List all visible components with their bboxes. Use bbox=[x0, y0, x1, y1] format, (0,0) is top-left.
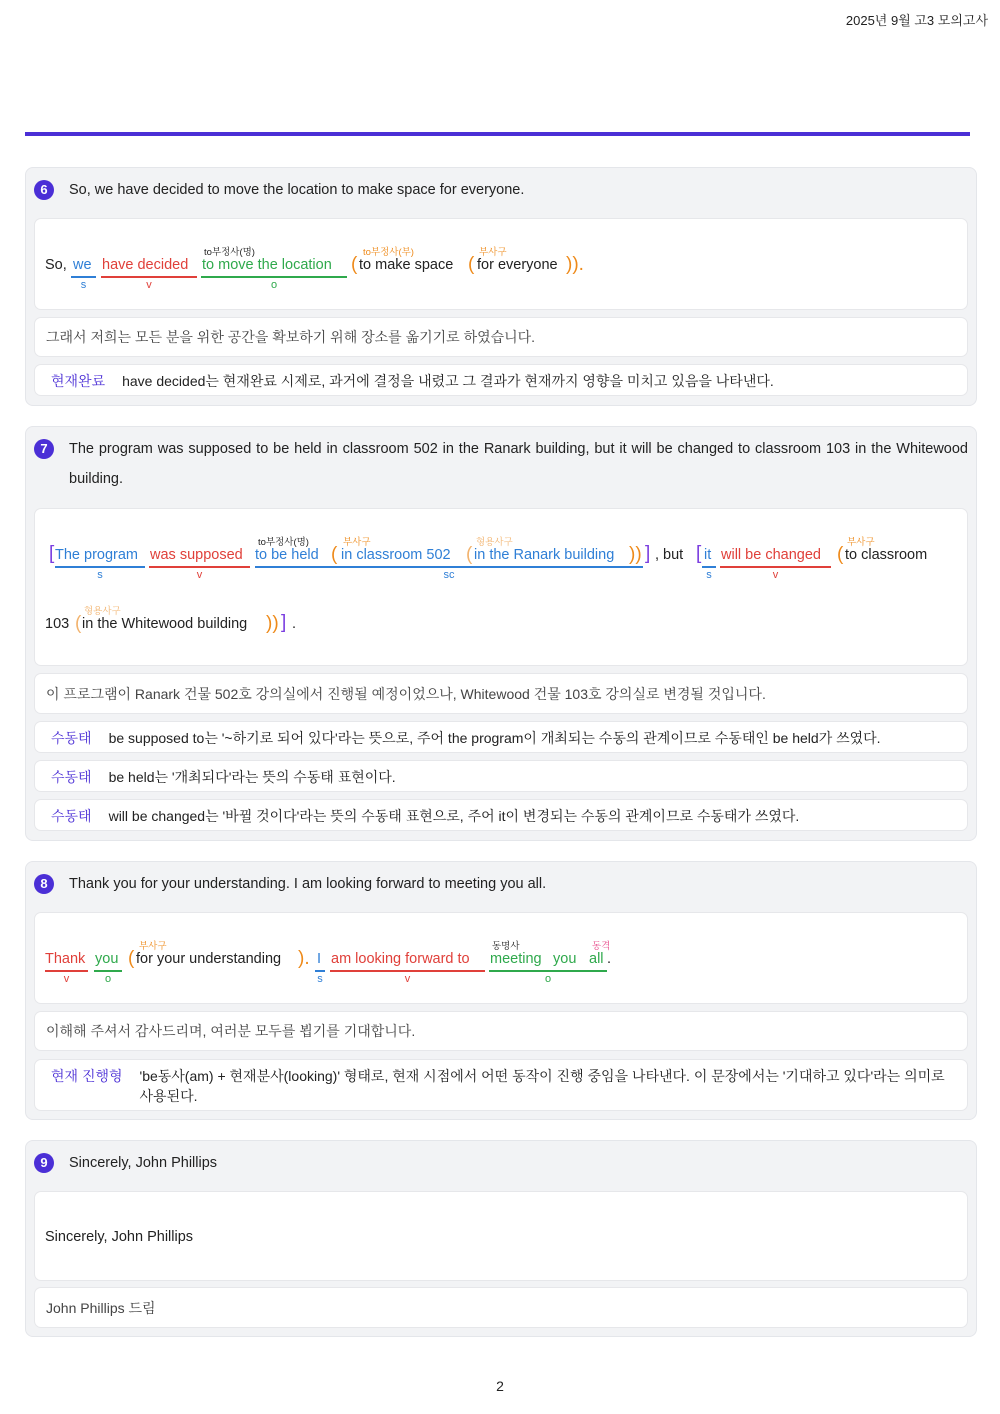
underline-s bbox=[55, 566, 145, 568]
token-in-ranark: in the Ranark building bbox=[474, 547, 615, 563]
paren-close: ). bbox=[298, 948, 310, 969]
note-tag: 수동태 bbox=[51, 808, 92, 824]
translation-text: 이 프로그램이 Ranark 건물 502호 강의실에서 진행될 예정이었으나, Whitewood 건물 103호 강의실로 변경될 것입니다. bbox=[46, 685, 766, 702]
token-have-decided: have decided bbox=[102, 257, 189, 273]
underline-v bbox=[330, 970, 485, 972]
paren-open: ( bbox=[128, 948, 135, 969]
underline-s bbox=[315, 970, 325, 972]
sup-in-ranark: 형용사구 bbox=[476, 537, 513, 548]
token-all: all bbox=[589, 951, 604, 967]
label-s: s bbox=[317, 973, 323, 985]
question-number: 9 bbox=[34, 1153, 54, 1173]
bracket-close: ] bbox=[281, 612, 287, 633]
header-title: 2025년 9월 고3 모의고사 bbox=[845, 13, 988, 28]
token-the-program: The program bbox=[55, 547, 139, 563]
note-text: have decided는 현재완료 시제로, 과거에 결정을 내렸고 그 결과가 현재까지 영향을 미치고 있음을 나타낸다. bbox=[122, 373, 774, 389]
label-o: o bbox=[544, 973, 552, 985]
bracket-open: [ bbox=[49, 543, 55, 564]
question-section-6 bbox=[25, 167, 977, 406]
token-am-looking: am looking forward to bbox=[331, 951, 470, 967]
paren-open: ( bbox=[468, 254, 475, 275]
underline-v bbox=[101, 276, 197, 278]
token-meeting: meeting bbox=[490, 951, 542, 967]
sup-in-classroom: 부사구 bbox=[343, 537, 371, 548]
note-text: will be changed는 '바뀔 것이다'라는 뜻의 수동태 표현으로, 주어 it이 변경되는 수동의 관계이므로 수동태가 쓰였다. bbox=[108, 808, 800, 824]
token-it: it bbox=[704, 547, 712, 563]
note-text: 'be동사(am) + 현재분사(looking)' 형태로, 현재 시점에서 어떤 동작이 진행 중임을 나타낸다. 이 문장에서는 '기대하고 있다'라는 의미로 사용된다. bbox=[139, 1068, 945, 1104]
token-thank: Thank bbox=[45, 951, 86, 967]
sup-for-everyone: 부사구 bbox=[479, 247, 507, 258]
sup-meeting: 동명사 bbox=[492, 941, 520, 952]
grammar-note bbox=[34, 799, 968, 831]
sup-all: 동격 bbox=[592, 941, 611, 952]
question-section-9 bbox=[25, 1140, 977, 1337]
note-tag: 수동태 bbox=[51, 769, 92, 785]
note-tag: 현재 진행형 bbox=[51, 1068, 123, 1084]
token-for-everyone: for everyone bbox=[477, 257, 558, 273]
underline-o bbox=[489, 970, 607, 972]
token-so: So, bbox=[45, 257, 67, 273]
note-text: be supposed to는 '~하기로 되어 있다'라는 뜻으로, 주어 the program이 개최되는 수동의 관계이므로 수동태인 be held가 쓰였다. bbox=[108, 730, 881, 746]
paren-open: ( bbox=[75, 613, 82, 634]
question-header bbox=[34, 874, 968, 899]
sup-to-make: to부정사(부) bbox=[363, 247, 414, 258]
token-you: you bbox=[553, 951, 577, 967]
grammar-note bbox=[34, 364, 968, 396]
label-s: s bbox=[97, 569, 103, 581]
underline-o bbox=[94, 970, 122, 972]
paren-close: )). bbox=[566, 254, 584, 275]
underline-v bbox=[720, 566, 831, 568]
token-to-move: to move the location bbox=[202, 257, 332, 273]
question-header bbox=[34, 439, 968, 494]
token-to-be-held: to be held bbox=[255, 547, 319, 563]
translation-box bbox=[34, 673, 968, 714]
paren-open: ( bbox=[466, 544, 473, 565]
sup-to-move: to부정사(명) bbox=[204, 247, 255, 258]
label-v: v bbox=[196, 569, 203, 581]
label-o: o bbox=[104, 973, 112, 985]
question-sentence: The program was supposed to be held in classroom 502 in the Ranark building, but it will be changed to classroom 103 in the Whitewood building. bbox=[69, 441, 968, 487]
sup-for-your: 부사구 bbox=[139, 941, 167, 952]
label-s: s bbox=[706, 569, 712, 581]
token-for-your: for your understanding bbox=[136, 951, 282, 967]
underline-v bbox=[45, 970, 88, 972]
question-header bbox=[34, 1153, 968, 1178]
analysis-box bbox=[34, 912, 968, 1004]
question-sentence: So, we have decided to move the location to make space for everyone. bbox=[69, 182, 525, 198]
translation-text: John Phillips 드림 bbox=[46, 1299, 156, 1316]
question-section-8 bbox=[25, 861, 977, 1120]
label-v: v bbox=[63, 973, 70, 985]
translation-box bbox=[34, 1011, 968, 1051]
label-v: v bbox=[772, 569, 779, 581]
token-in-whitewood: in the Whitewood building bbox=[82, 616, 248, 632]
sup-to-be-held: to부정사(명) bbox=[258, 537, 309, 548]
analysis-box bbox=[34, 1191, 968, 1281]
question-number: 7 bbox=[34, 439, 54, 459]
question-number: 6 bbox=[34, 180, 54, 200]
label-sc: sc bbox=[443, 569, 455, 581]
token-period: . bbox=[292, 616, 297, 632]
underline-s bbox=[702, 566, 716, 568]
translation-box bbox=[34, 1287, 968, 1328]
analysis-box bbox=[34, 218, 968, 310]
translation-text: 그래서 저희는 모든 분을 위한 공간을 확보하기 위해 장소를 옮기기로 하였습니다. bbox=[46, 329, 536, 345]
paren-close: )) bbox=[266, 613, 279, 634]
token-103: 103 bbox=[45, 616, 70, 632]
token-you: you bbox=[95, 951, 119, 967]
paren-open: ( bbox=[351, 254, 358, 275]
header-rule bbox=[25, 132, 970, 136]
translation-text: 이해해 주셔서 감사드리며, 여러분 모두를 뵙기를 기대합니다. bbox=[46, 1023, 416, 1039]
paren-open: ( bbox=[331, 544, 338, 565]
note-tag: 수동태 bbox=[51, 730, 92, 746]
label-v: v bbox=[404, 973, 411, 985]
question-number: 8 bbox=[34, 874, 54, 894]
note-text: be held는 '개최되다'라는 뜻의 수동태 표현이다. bbox=[108, 769, 396, 785]
underline-s bbox=[71, 276, 96, 278]
underline-sc bbox=[255, 566, 643, 568]
token-i: I bbox=[317, 951, 322, 967]
note-tag: 현재완료 bbox=[51, 373, 106, 389]
analysis-text: Sincerely, John Phillips bbox=[45, 1229, 194, 1245]
bracket-open: [ bbox=[696, 543, 702, 564]
label-v: v bbox=[146, 279, 152, 291]
paren-open: ( bbox=[837, 544, 844, 565]
question-sentence: Sincerely, John Phillips bbox=[69, 1155, 218, 1171]
token-we: we bbox=[73, 257, 92, 273]
token-but: , but bbox=[655, 547, 684, 563]
question-sentence: Thank you for your understanding. I am looking forward to meeting you all. bbox=[69, 876, 547, 892]
grammar-note bbox=[34, 721, 968, 753]
grammar-note bbox=[34, 760, 968, 792]
grammar-note bbox=[34, 1059, 968, 1111]
translation-box bbox=[34, 317, 968, 357]
label-o: o bbox=[270, 279, 278, 291]
underline-v bbox=[149, 566, 250, 568]
token-will-be-changed: will be changed bbox=[721, 547, 821, 563]
token-to-classroom: to classroom bbox=[845, 547, 928, 563]
sup-in-whitewood: 형용사구 bbox=[84, 606, 121, 617]
question-header bbox=[34, 180, 968, 205]
token-in-classroom: in classroom 502 bbox=[341, 547, 451, 563]
paren-close: )) bbox=[629, 544, 642, 565]
sup-to-classroom: 부사구 bbox=[847, 537, 875, 548]
token-to-make: to make space bbox=[359, 257, 454, 273]
underline-o bbox=[201, 276, 347, 278]
bracket-close: ] bbox=[645, 543, 651, 564]
token-period: . bbox=[607, 951, 612, 967]
token-was-supposed: was supposed bbox=[150, 547, 243, 563]
question-section-7 bbox=[25, 426, 977, 841]
label-s: s bbox=[80, 279, 87, 291]
page-number: 2 bbox=[496, 1378, 504, 1394]
analysis-box bbox=[34, 508, 968, 666]
